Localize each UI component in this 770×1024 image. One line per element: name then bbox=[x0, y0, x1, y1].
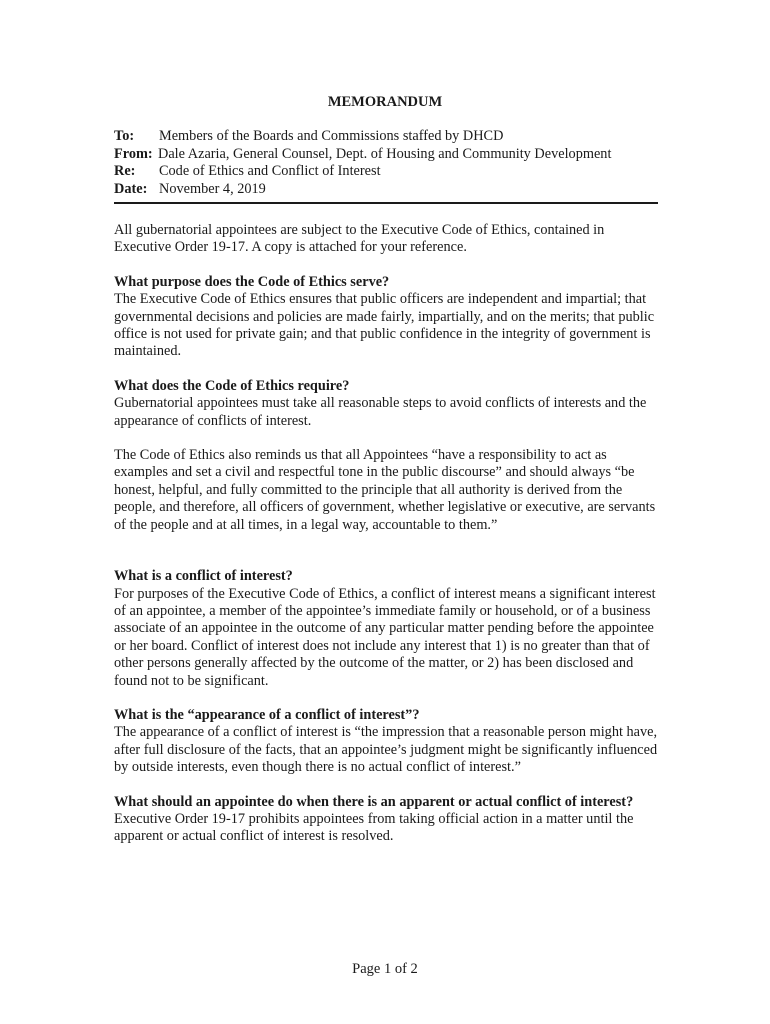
page-number: Page 1 of 2 bbox=[352, 961, 418, 977]
from-value: Dale Azaria, General Counsel, Dept. of Housing and Community Development bbox=[158, 145, 612, 162]
spacer bbox=[114, 534, 660, 568]
date-value: November 4, 2019 bbox=[159, 180, 266, 197]
header-date-row bbox=[114, 181, 660, 199]
section-answer: Executive Order 19-17 prohibits appointees from taking official action in a matter until the apparent or actual conflict of interest is resolved. bbox=[114, 810, 634, 845]
intro-paragraph: All gubernatorial appointees are subject to the Executive Code of Ethics, contained in Executive Order 19-17. A copy is attached for your reference. bbox=[114, 222, 605, 256]
header-re-row bbox=[114, 163, 660, 181]
section-require bbox=[114, 378, 660, 430]
section-answer: The Executive Code of Ethics ensures that public officers are independent and impartial; that governmental decisions and policies are made fairly, impartially, and on the merits; that public office is not used for private gain; and that public confidence in the integrity of government is maintained. bbox=[114, 291, 655, 360]
section-extra-paragraph: The Code of Ethics also reminds us that all Appointees “have a responsibility to act as examples and set a civil and respectful tone in the public discourse” and should always “be honest, helpful, and fully committed to the principle that all authority is derived from the people, and therefore, all officers of government, whether legislative or executive, are servants of the people and at all times, in a legal way, accountable to them.” bbox=[114, 447, 656, 533]
section-question: What does the Code of Ethics require? bbox=[114, 377, 350, 394]
section-purpose bbox=[114, 274, 660, 361]
section-question: What purpose does the Code of Ethics serve? bbox=[114, 273, 390, 290]
section-conflict bbox=[114, 568, 660, 690]
section-question: What is a conflict of interest? bbox=[114, 568, 293, 585]
memo-title: MEMORANDUM bbox=[327, 94, 443, 110]
section-answer: The appearance of a conflict of interest is “the impression that a reasonable person might have, after full disclosure of the facts, that an appointee’s judgment might be significantly influenced by outside interests, even though there is no actual conflict of interest.” bbox=[114, 724, 658, 776]
from-label: From: bbox=[114, 145, 153, 162]
section-appearance bbox=[114, 707, 660, 777]
to-label: To: bbox=[114, 128, 135, 144]
header-from-row bbox=[114, 146, 660, 164]
section-answer: Gubernatorial appointees must take all reasonable steps to avoid conflicts of interests and the appearance of conflicts of interest. bbox=[114, 395, 647, 429]
memo-header bbox=[114, 128, 660, 198]
re-value: Code of Ethics and Conflict of Interest bbox=[159, 163, 381, 180]
section-question: What is the “appearance of a conflict of interest”? bbox=[114, 706, 420, 723]
date-label: Date: bbox=[114, 180, 148, 197]
header-to-row bbox=[114, 128, 660, 146]
re-label: Re: bbox=[114, 163, 136, 180]
to-value: Members of the Boards and Commissions staffed by DHCD bbox=[159, 128, 504, 144]
section-question: What should an appointee do when there is an apparent or actual conflict of interest? bbox=[114, 793, 634, 810]
header-divider bbox=[114, 202, 658, 204]
memo-body bbox=[114, 222, 660, 863]
section-action bbox=[114, 794, 660, 846]
section-answer: For purposes of the Executive Code of Ethics, a conflict of interest means a significant interest of an appointee, a member of the appointee’s immediate family or household, or of a business associate of an appointee in the outcome of any particular matter pending before the appointee or her board. Conflict of interest does not include any interest that 1) is no greater than that of other persons generally affected by the outcome of the matter, or 2) has been disclosed and found not to be significant. bbox=[114, 585, 656, 689]
